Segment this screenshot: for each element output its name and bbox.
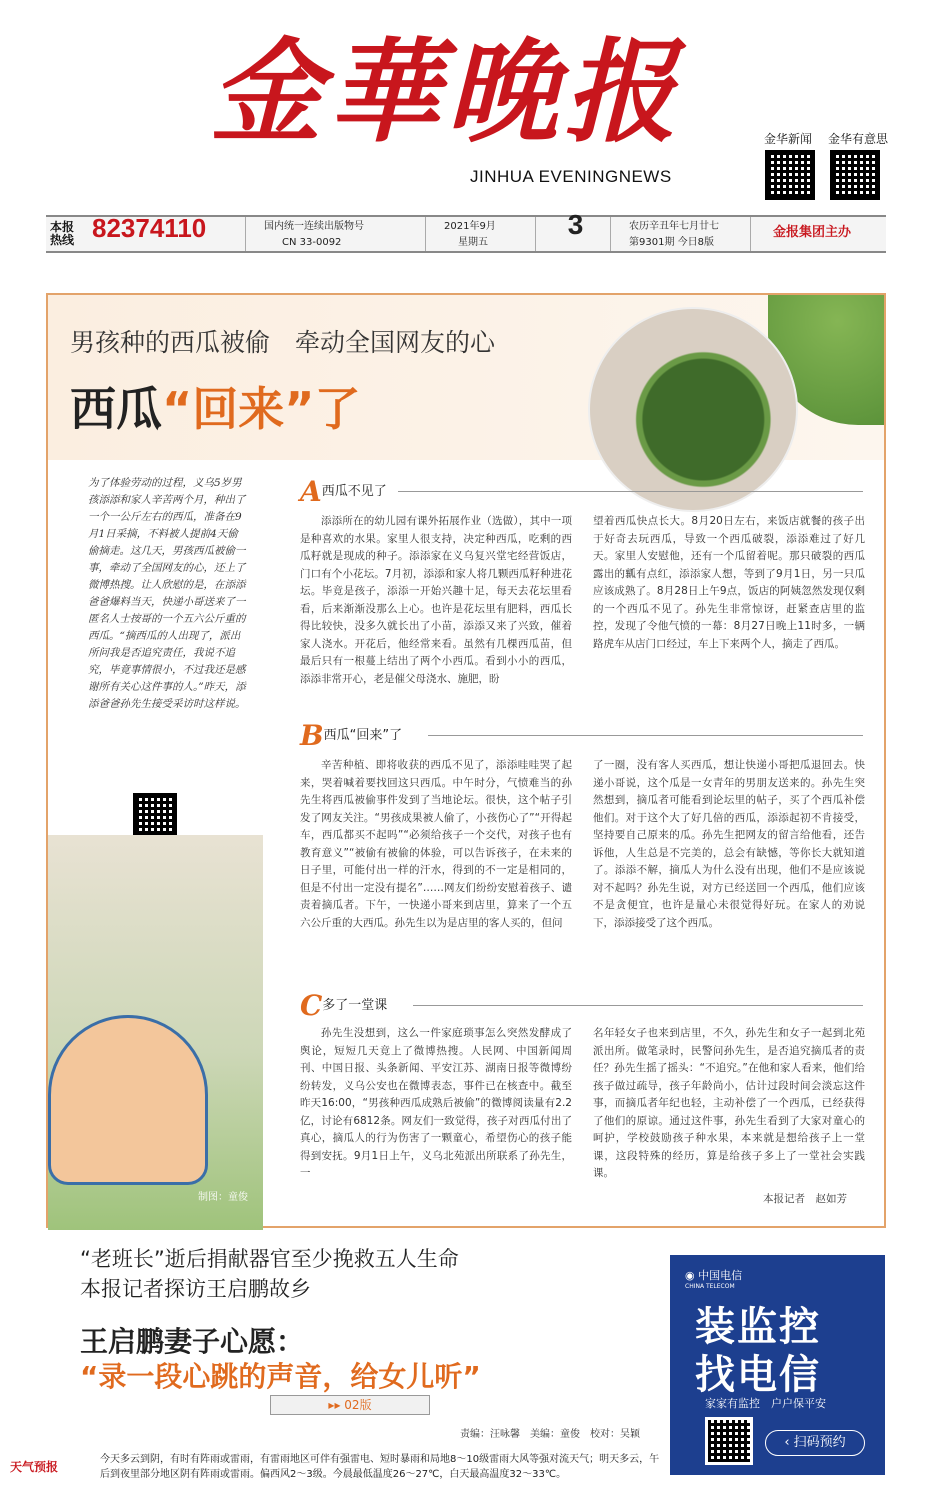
info-bar: [46, 209, 886, 253]
boy-cartoon-illustration: [48, 1015, 208, 1185]
section-b-heading: B西瓜“回来”了: [300, 719, 403, 752]
section-a-heading: A西瓜不见了: [300, 475, 387, 508]
publication-number: 国内统一连续出版物号 CN 33-0092: [256, 217, 426, 251]
day-number: 3: [541, 217, 611, 251]
newspaper-title: 金華晚报: [210, 27, 682, 158]
weather-label: 天气预报: [10, 1460, 59, 1474]
weather-forecast: 今天多云到阴，有时有阵雨或雷雨，有雷雨地区可伴有强雷电、短时暴雨和局地8～10级雷雨大风等强对流天气；明天多云，午后到夜里部分地区阴有阵雨或雷雨。偏西风2～3级。今晨最低温度26～27℃，白天最高温度32～33℃。: [100, 1454, 660, 1480]
story-subhead: 男孩种的西瓜被偷 牵动全国网友的心: [70, 328, 496, 357]
section-c-heading: C多了一堂课: [300, 989, 388, 1022]
sponsor: 金报集团主办: [773, 225, 852, 240]
section-divider: [428, 735, 863, 736]
telecom-logo: ◉ 中国电信 CHINA TELECOM: [685, 1269, 743, 1290]
hotline-number: 82374110: [92, 213, 207, 243]
section-divider: [413, 1005, 863, 1006]
teaser-headline-4[interactable]: “录一段心跳的声音，给女儿听”: [80, 1360, 481, 1393]
editor-credits: 责编：汪咏馨 美编：童俊 校对：吴颖: [460, 1429, 640, 1440]
story-headline: 西瓜“回来”了: [70, 382, 361, 436]
byline: 本报记者 赵如芳: [763, 1193, 847, 1205]
section-b-column-1: 辛苦种植、即将收获的西瓜不见了，添添哇哇哭了起来，哭着喊着要找回这只西瓜。中午时分，气愤难当的孙先生将西瓜被偷事件发到了当地论坛。很快，这个帖子引发了网友关注。“男孩成果被人偷了，小孩伤心了”“开得起车，西瓜都买不起吗”“必须给孩子一个交代，对孩子也有教育意义”“被偷有被偷的体验，可以告诉孩子，在未来的日子里，可能付出一样的汗水，得到的不一定是相同的，但是不付出一定没有提名”……网友们纷纷安慰着孩子、谴责着摘瓜者。下午，一快递小哥来到店里，算来了一个五六公斤重的大西瓜。孙先生以为是店里的客人买的，但问: [300, 759, 572, 929]
feature-story: [46, 293, 886, 1228]
qr-label-news: 金华新闻: [764, 132, 813, 146]
scan-to-book-button[interactable]: ‹ 扫码预约: [765, 1430, 865, 1456]
section-a-column-1: 添添所在的幼儿园有课外拓展作业（选做），其中一项是种喜欢的水果。家里人很支持，决定种西瓜，吃剩的西瓜籽就是现成的种子。添添家在义乌复兴堂宅经营饭店，门口有个小花坛。7月初，添添和家人将几颗西瓜籽种进花坛。毕竟是孩子，添添一开始兴趣十足，每天去花坛里看看，后来渐渐没那么上心。也许是花坛里有肥料，西瓜长得比较快，没多久就长出了小苗，添添又来了兴致，催着家人浇水。开花后，他经常来看。虽然有几棵西瓜苗，但最后只有一根蔓上结出了两个小西瓜。看到小小的西瓜，添添非常开心，老是催父母浇水、施肥，盼: [300, 515, 572, 685]
ad-tagline: 家家有监控 户户保平安: [705, 1397, 826, 1410]
teaser-headline-3[interactable]: 王启鹏妻子心愿：: [80, 1325, 305, 1358]
story-intro: 为了体验劳动的过程，义乌5岁男孩添添和家人辛苦两个月，种出了一个一公斤左右的西瓜，准备在9月1日采摘，不料被人提前4天偷偷摘走。这几天，男孩西瓜被偷一事，牵动了全国网友的心，还上了微博热搜。让人欣慰的是，在添添爸爸爆料当天，快递小哥送来了一匿名人士按哥的一个五六公斤重的西瓜。“摘西瓜的人出现了，派出所问我是否追究责任，我说不追究，毕竟事情很小，不过我还是感谢所有关心这件事的人。”昨天，添添爸爸孙先生接受采访时这样说。: [88, 477, 246, 710]
telecom-logo-icon: ◉: [685, 1269, 699, 1282]
section-b-column-2: 了一圈，没有客人买西瓜，想让快递小哥把瓜退回去。快递小哥说，这个瓜是一女青年的男朋友送来的。孙先生突然想到，摘瓜者可能看到论坛里的帖子，买了个西瓜补偿他们。对于这个大了好几倍的西瓜，添添起初不肯接受，坚持要自己原来的瓜。孙先生把网友的留言给他看，还告诉他，人生总是不完美的，总会有缺憾，等你长大就知道了。添添不解，摘瓜人为什么没有出现，他们不是应该说对不起吗？孙先生说，对方已经送回一个西瓜，他们应该不是贪便宜，也许是量心未很觉得好玩。在家人的劝说下，添添接受了这个西瓜。: [593, 759, 865, 929]
qr-code-icon[interactable]: [830, 150, 880, 200]
watermelon-photo: [588, 307, 798, 512]
section-a-column-2: 望着西瓜快点长大。8月20日左右，来饭店就餐的孩子出于好奇去玩西瓜，导致一个西瓜破裂，添添难过了好几天。家里人安慰他，还有一个瓜留着呢。那只破裂的西瓜露出的瓤有点红，添添家人想，等到了9月1日，另一只瓜应该成熟了。8月28日上午9点，饭店的阿姨忽然发现仅剩的一个西瓜不见了。孙先生非常惊讶，赶紧查店里的监控，发现了令他气愤的一幕：8月27日晚上11时多，一辆路虎车从店门口经过，车上下来两个人，摘走了西瓜。: [593, 515, 865, 650]
lunar-date-cell: 农历辛丑年七月廿七 第9301期 今日8版: [621, 217, 751, 251]
qr-label-fun: 金华有意思: [828, 132, 889, 146]
ad-line-2: 找电信: [695, 1352, 821, 1398]
section-divider: [398, 491, 863, 492]
chevron-left-icon: ‹: [784, 1435, 794, 1450]
hotline-label: 本报 热线: [50, 220, 75, 247]
qr-code-icon[interactable]: [705, 1417, 753, 1465]
hotline-cell: [46, 213, 246, 251]
section-c-column-2: 名年轻女子也来到店里，不久，孙先生和女子一起到北苑派出所。做笔录时，民警问孙先生，是否追究摘瓜者的责任？孙先生摇了摇头：“不追究。”在他和家人看来，他们给孩子做过疏导，孩子年龄尚小，估计过段时间会淡忘这件事，而摘瓜者年纪也轻，主动补偿了一个西瓜，已经获得了他们的原谅。通过这件事，孙先生看到了大家对童心的呵护，学校鼓励孩子种水果，本来就是想给孩子上一堂课，这段特殊的经历，算是给孩子多上了一堂社会实践课。: [593, 1027, 865, 1179]
photo-credit: 制图：童俊: [198, 1192, 248, 1203]
teaser-headline-1[interactable]: “老班长”逝后捐献器官至少挽救五人生命: [80, 1247, 459, 1271]
qr-code-icon[interactable]: [765, 150, 815, 200]
qr-code-icon[interactable]: [133, 793, 177, 837]
page-reference[interactable]: ▸▸ 02版: [270, 1395, 430, 1415]
arrow-right-icon: ▸▸: [328, 1398, 345, 1412]
date-cell: 2021年9月 星期五: [436, 217, 536, 251]
telecom-advertisement[interactable]: [670, 1255, 885, 1475]
section-c-column-1: 孙先生没想到，这么一件家庭琐事怎么突然发酵成了舆论，短短几天竟上了微博热搜。人民网、中国新闻周刊、中国日报、头条新闻、平安江苏、湖南日报等微博纷纷转发，义乌公安也在微博表态，事件已在核查中。截至昨天16:00，“男孩种西瓜成熟后被偷”的微博阅读量有2.2亿，讨论有6812条。网友们一致觉得，孩子对西瓜付出了真心，摘瓜人的行为伤害了一颗童心，希望伤心的孩子能得到安抚。9月1日上午，义乌北苑派出所联系了孙先生，一: [300, 1027, 572, 1179]
newspaper-title-en: JINHUA EVENINGNEWS: [470, 167, 672, 186]
ad-line-1: 装监控: [695, 1304, 821, 1350]
teaser-headline-2[interactable]: 本报记者探访王启鹏故乡: [80, 1277, 311, 1301]
